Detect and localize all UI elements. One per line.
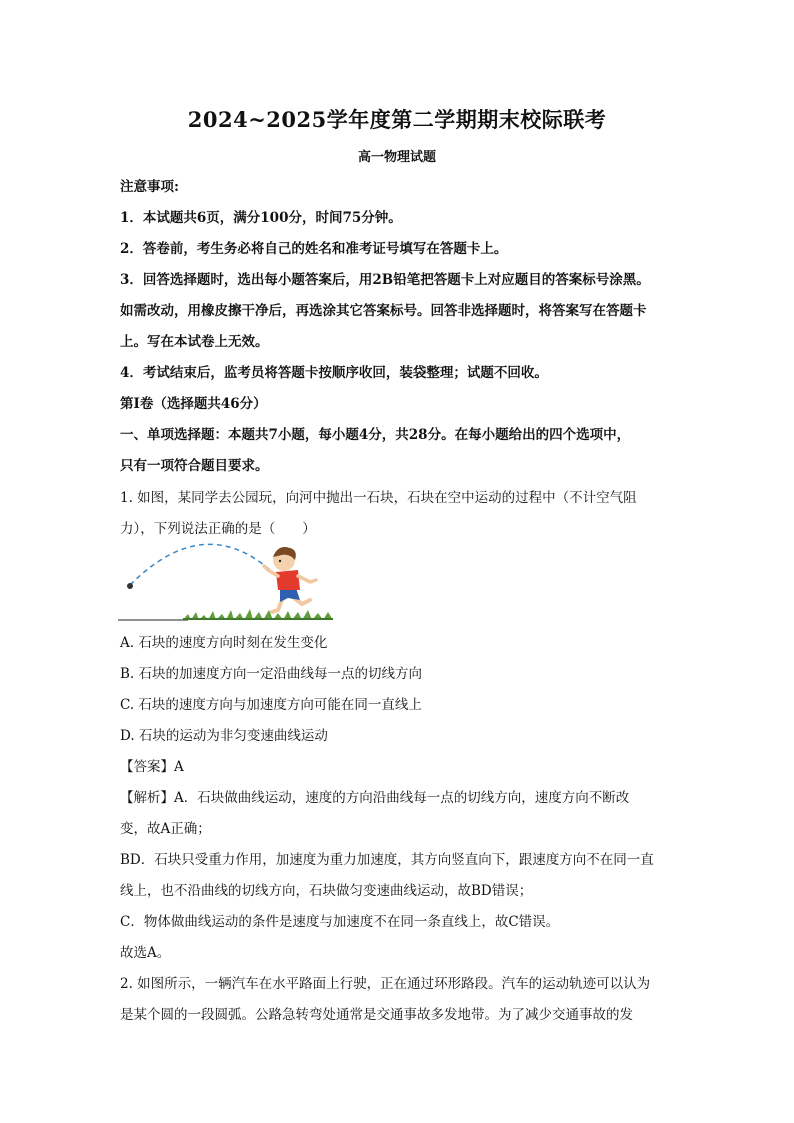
grass-patch: [183, 609, 333, 620]
question-1-option-a: A. 石块的速度方向时刻在发生变化: [120, 635, 328, 651]
question-2-stem-line-1: 2. 如图所示，一辆汽车在水平路面上行驶，正在通过环形路段。汽车的运动轨迹可以认为: [120, 976, 651, 992]
page-title: 2024~2025学年度第二学期期末校际联考: [187, 107, 607, 132]
note-1: 1．本试题共6页，满分100分，时间75分钟。: [120, 210, 402, 226]
question-1-answer: 【答案】A: [120, 759, 184, 775]
volume-heading: 第Ⅰ卷（选择题共46分）: [120, 396, 267, 412]
part-1-heading-line-2: 只有一项符合题目要求。: [120, 458, 269, 474]
page-subtitle: 高一物理试题: [357, 150, 436, 165]
stone: [127, 583, 133, 589]
question-1-analysis-line-1: 【解析】A．石块做曲线运动，速度的方向沿曲线每一点的切线方向，速度方向不断改: [120, 790, 630, 806]
boy-figure: [264, 547, 316, 612]
trajectory-curve: [130, 544, 270, 585]
question-1-analysis-line-3: BD．石块只受重力作用，加速度为重力加速度，其方向竖直向下，跟速度方向不在同一直: [120, 852, 654, 868]
question-1-analysis-line-2: 变，故A正确；: [120, 821, 211, 837]
stone-throw-figure: [118, 540, 338, 624]
question-1-stem-line-2: 力），下列说法正确的是（ ）: [120, 521, 316, 537]
note-3-line-1: 3．回答选择题时，选出每小题答案后，用2B铅笔把答题卡上对应题目的答案标号涂黑。: [120, 272, 650, 288]
question-1-analysis-line-4: 线上，也不沿曲线的切线方向，石块做匀变速曲线运动，故BD错误；: [120, 883, 533, 899]
notes-heading: 注意事项:: [120, 179, 179, 195]
question-2-stem-line-2: 是某个圆的一段圆弧。公路急转弯处通常是交通事故多发地带。为了减少交通事故的发: [120, 1007, 633, 1023]
note-3-line-3: 上。写在本试卷上无效。: [120, 334, 269, 350]
note-4: 4．考试结束后，监考员将答题卡按顺序收回，装袋整理；试题不回收。: [120, 365, 548, 381]
question-1-conclusion: 故选A。: [120, 945, 171, 961]
question-1-option-d: D. 石块的运动为非匀变速曲线运动: [120, 728, 328, 744]
question-1-option-c: C. 石块的速度方向与加速度方向可能在同一直线上: [120, 697, 422, 713]
part-1-heading-line-1: 一、单项选择题：本题共7小题，每小题4分，共28分。在每小题给出的四个选项中，: [120, 427, 631, 443]
question-1-stem-line-1: 1. 如图，某同学去公园玩，向河中抛出一石块，石块在空中运动的过程中（不计空气阻: [120, 490, 637, 506]
note-3-line-2: 如需改动，用橡皮擦干净后，再选涂其它答案标号。回答非选择题时，将答案写在答题卡: [120, 303, 647, 319]
question-1-option-b: B. 石块的加速度方向一定沿曲线每一点的切线方向: [120, 666, 423, 682]
note-2: 2．答卷前，考生务必将自己的姓名和准考证号填写在答题卡上。: [120, 241, 508, 257]
question-1-analysis-line-5: C．物体做曲线运动的条件是速度与加速度不在同一条直线上，故C错误。: [120, 914, 560, 930]
